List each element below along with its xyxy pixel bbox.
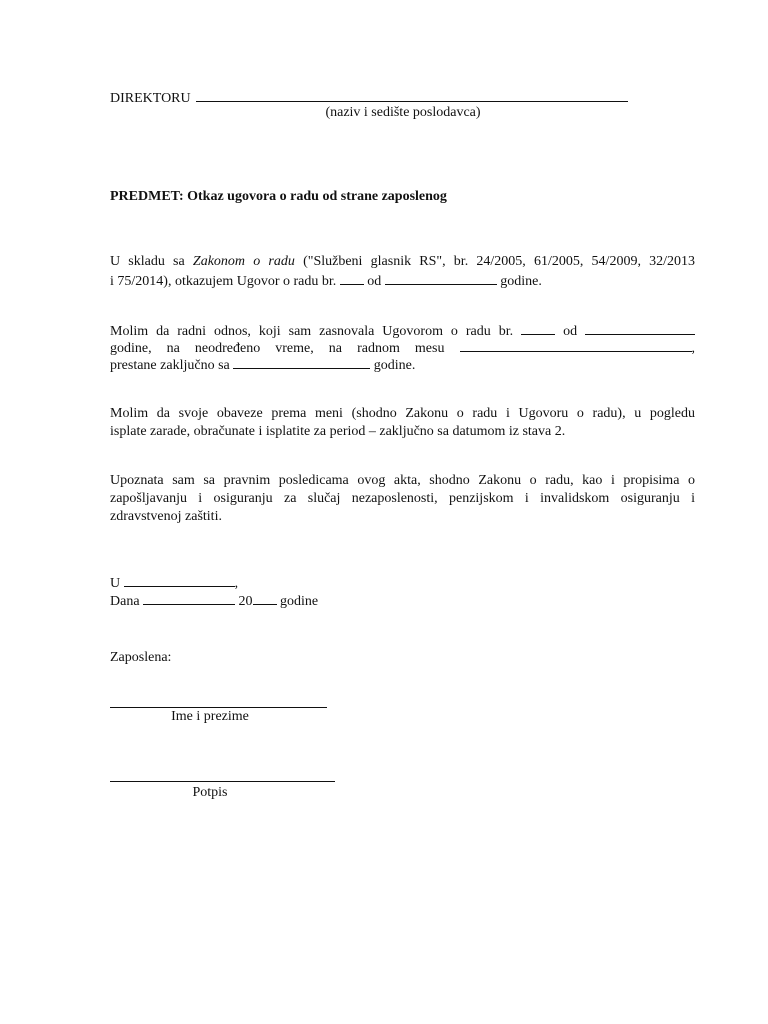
year-blank[interactable]: [253, 591, 277, 605]
name-caption: Ime i prezime: [171, 709, 249, 724]
paragraph4-line2: zapošljavanju i osiguranju za slučaj nezaposlenosti, penzijskom i invalidskom osiguranju i: [110, 491, 695, 506]
contract2-date-blank[interactable]: [585, 321, 695, 335]
signature-caption: Potpis: [192, 785, 228, 800]
date-label: Dana: [110, 594, 140, 609]
addressee-blank[interactable]: [196, 88, 628, 102]
place-blank[interactable]: [124, 573, 235, 587]
place-label: U: [110, 576, 121, 591]
position-blank[interactable]: [460, 338, 692, 352]
paragraph2-line1: Molim da radni odnos, koji sam zasnovala Ugovorom o radu br. od: [110, 321, 695, 340]
paragraph1-line2: i 75/2014), otkazujem Ugovor o radu br. od godine.: [110, 271, 542, 290]
contract-number-blank[interactable]: [340, 271, 364, 285]
law-title: Zakonom o radu: [192, 254, 295, 269]
paragraph1-line1: U skladu sa Zakonom o radu ("Službeni glasnik RS", br. 24/2005, 61/2005, 54/2009, 32/2013: [110, 254, 696, 269]
date-blank[interactable]: [143, 591, 235, 605]
date-line: Dana 20 godine: [110, 591, 318, 610]
subject-line: [110, 188, 447, 205]
addressee-label: DIREKTORU: [110, 91, 191, 106]
place-line: U ,: [110, 573, 238, 592]
paragraph2-line2: godine, na neodređeno vreme, na radnom mesu ,: [110, 338, 695, 357]
paragraph4-line3: zdravstvenoj zaštiti.: [110, 509, 222, 524]
signature-line[interactable]: [110, 781, 335, 782]
contract-date-blank[interactable]: [385, 271, 497, 285]
employee-label: Zaposlena:: [110, 650, 172, 665]
paragraph3-line2: isplate zarade, obračunate i isplatite za period – zaključno sa datumom iz stava 2.: [110, 424, 566, 439]
paragraph3-line1: Molim da svoje obaveze prema meni (shodno Zakonu o radu i Ugovoru o radu), u pogledu: [110, 406, 695, 421]
subject-text: Otkaz ugovora o radu od strane zaposlenog: [187, 189, 447, 204]
subject-label: PREDMET:: [110, 189, 184, 204]
addressee-caption: (naziv i sedište poslodavca): [325, 105, 481, 120]
position-blank-wrap: ,: [460, 341, 696, 356]
contract2-number-blank[interactable]: [521, 321, 555, 335]
paragraph4-line1: Upoznata sam sa pravnim posledicama ovog akta, shodno Zakonu o radu, kao i propisima o: [110, 473, 695, 488]
end-date-blank[interactable]: [233, 355, 370, 369]
paragraph2-line3: prestane zaključno sa godine.: [110, 355, 415, 374]
